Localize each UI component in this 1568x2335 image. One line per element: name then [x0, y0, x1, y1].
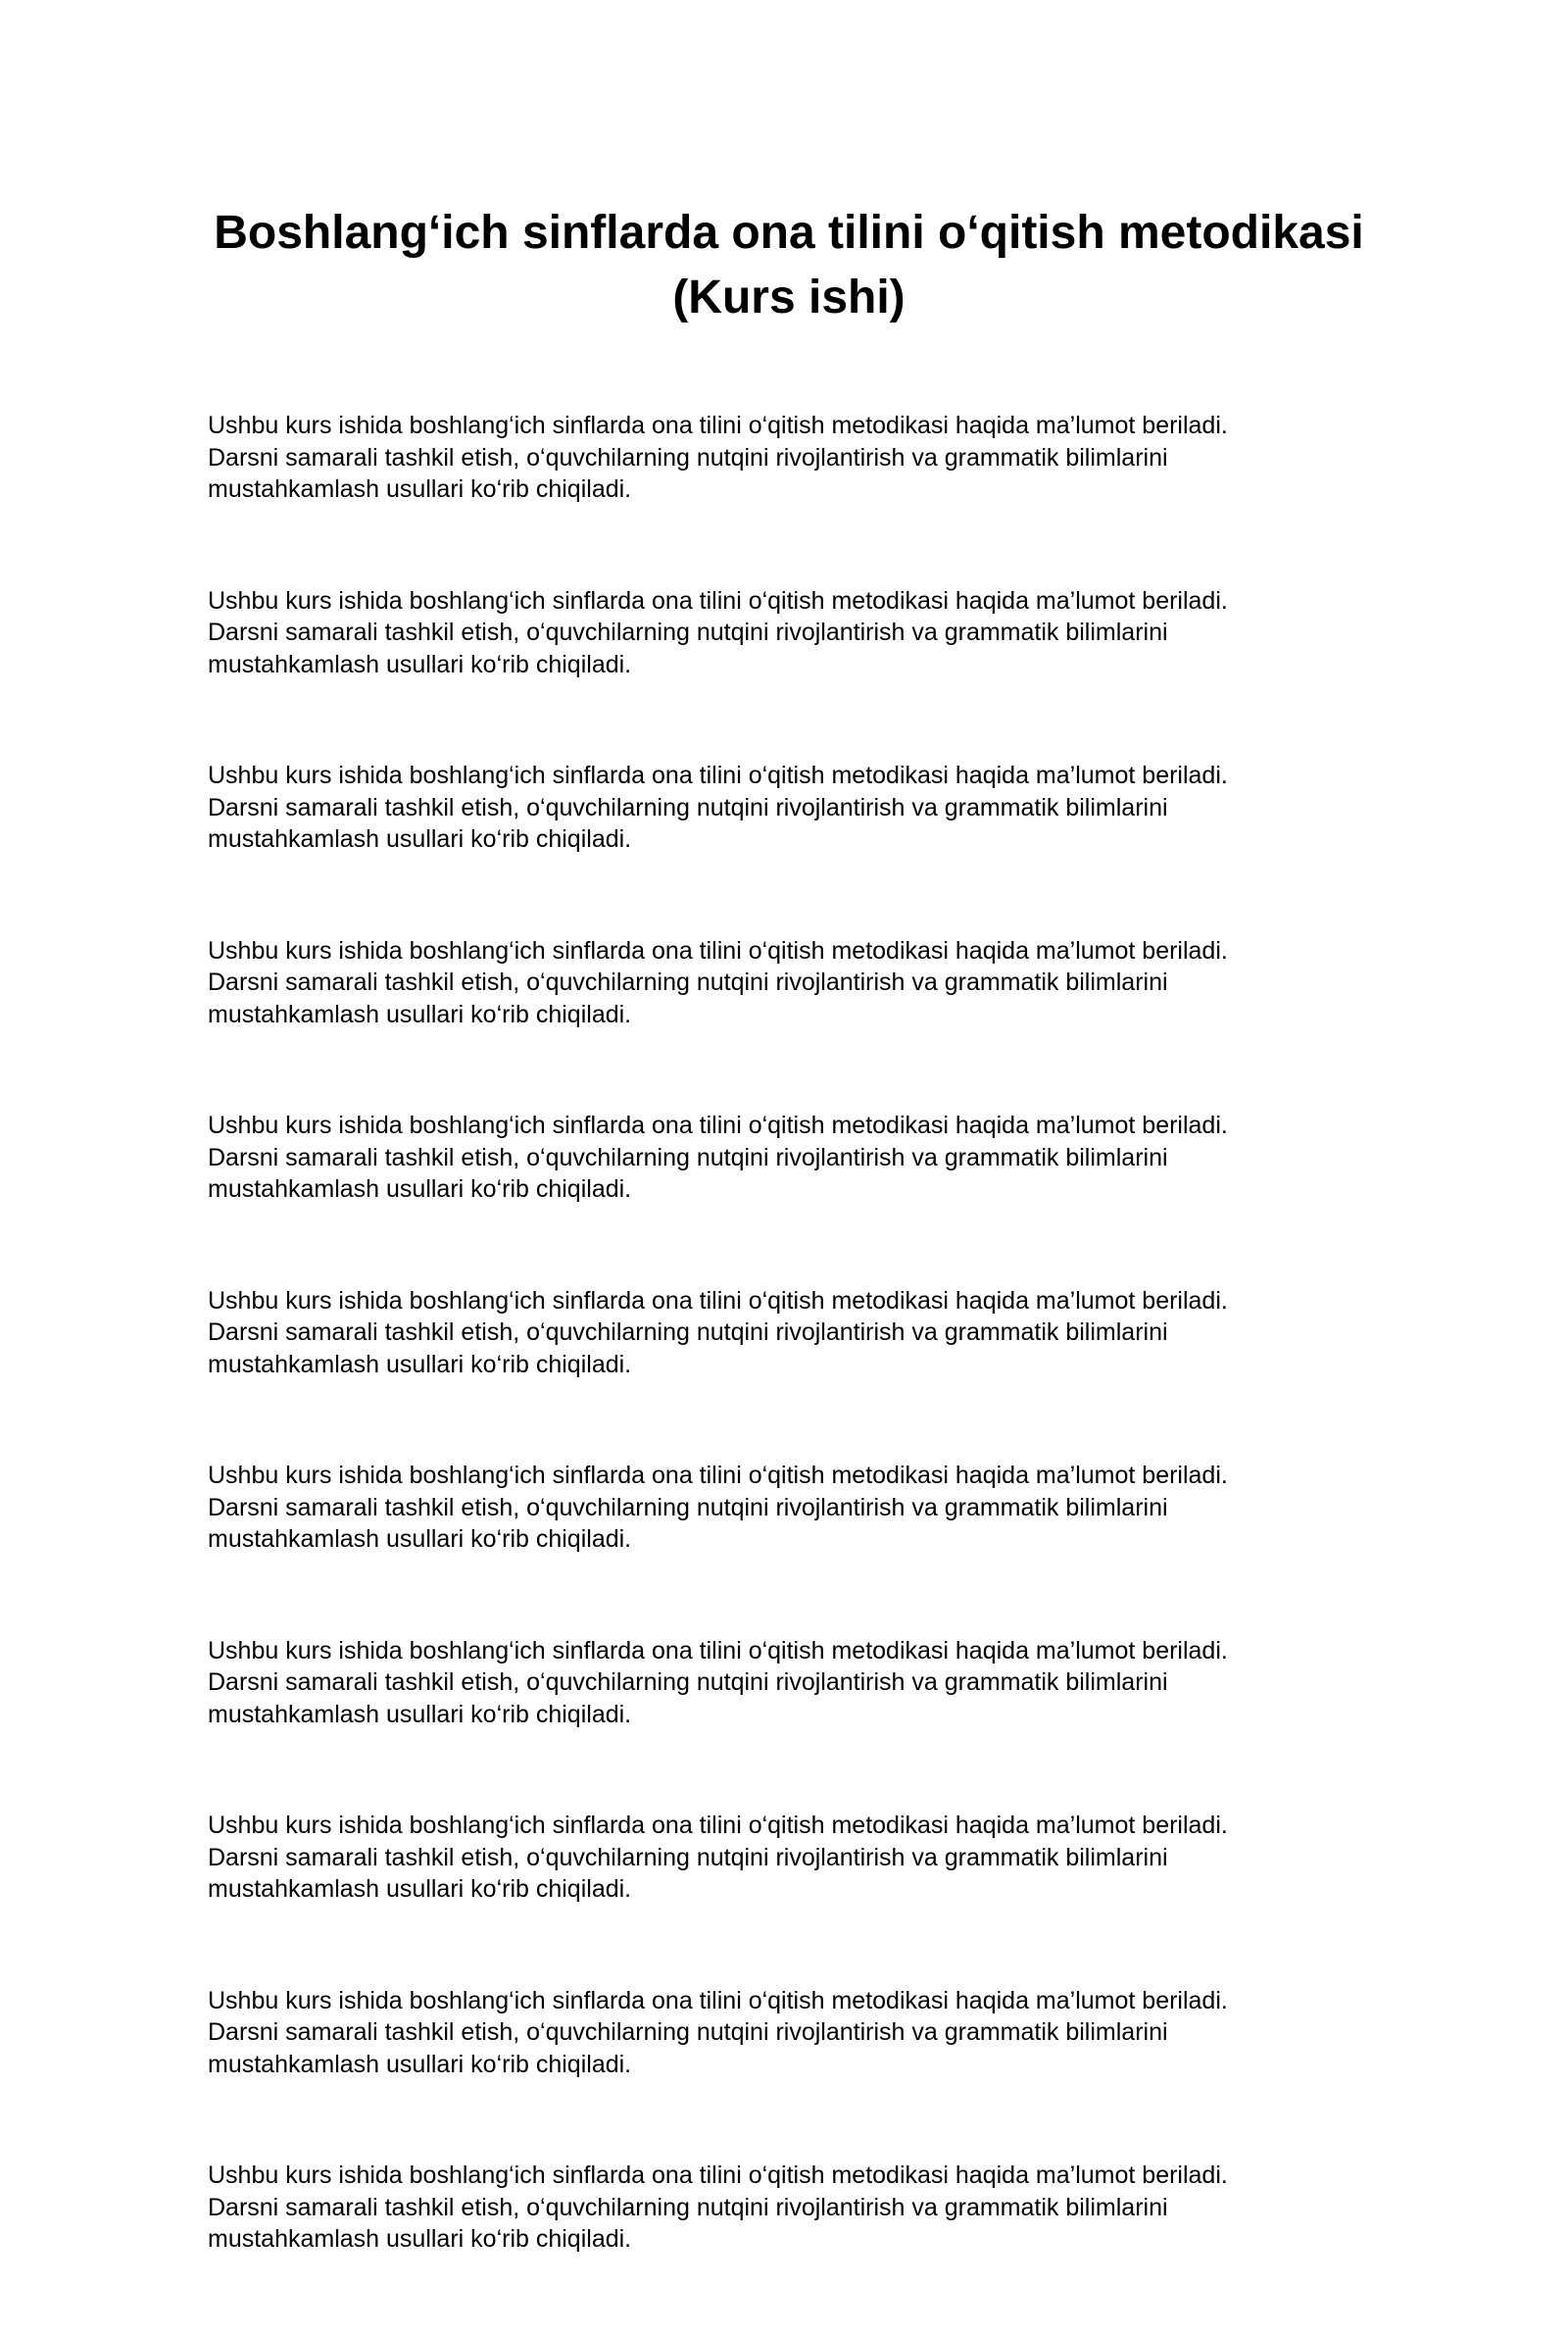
- paragraph-line: Darsni samarali tashkil etish, o‘quvchilarning nutqini rivojlantirish va grammatik bilimlarini: [208, 443, 1168, 472]
- paragraph-3: [208, 760, 1384, 856]
- paragraph-line: mustahkamlash usullari ko‘rib chiqiladi.: [208, 1875, 632, 1903]
- paragraph-line: mustahkamlash usullari ko‘rib chiqiladi.: [208, 1000, 632, 1028]
- paragraph-line: mustahkamlash usullari ko‘rib chiqiladi.: [208, 825, 632, 853]
- paragraph-4: [208, 935, 1384, 1031]
- paragraph-line: Ushbu kurs ishida boshlang‘ich sinflarda ona tilini o‘qitish metodikasi haqida ma’lumot beriladi.: [208, 1986, 1228, 2014]
- paragraph-line: mustahkamlash usullari ko‘rib chiqiladi.: [208, 475, 632, 503]
- paragraph-line: mustahkamlash usullari ko‘rib chiqiladi.: [208, 2050, 632, 2078]
- paragraph-line: Ushbu kurs ishida boshlang‘ich sinflarda ona tilini o‘qitish metodikasi haqida ma’lumot beriladi.: [208, 586, 1228, 615]
- paragraph-line: mustahkamlash usullari ko‘rib chiqiladi.: [208, 1700, 632, 1728]
- paragraph-11: [208, 2160, 1384, 2256]
- paragraph-line: Darsni samarali tashkil etish, o‘quvchilarning nutqini rivojlantirish va grammatik bilimlarini: [208, 969, 1168, 996]
- paragraph-line: Darsni samarali tashkil etish, o‘quvchilarning nutqini rivojlantirish va grammatik bilimlarini: [208, 1668, 1168, 1696]
- paragraph-line: Ushbu kurs ishida boshlang‘ich sinflarda ona tilini o‘qitish metodikasi haqida ma’lumot beriladi.: [208, 412, 1228, 439]
- document-title: [196, 201, 1382, 330]
- paragraph-line: mustahkamlash usullari ko‘rib chiqiladi.: [208, 1175, 632, 1203]
- paragraph-line: Darsni samarali tashkil etish, o‘quvchilarning nutqini rivojlantirish va grammatik bilimlarini: [208, 1843, 1168, 1871]
- paragraph-line: Darsni samarali tashkil etish, o‘quvchilarning nutqini rivojlantirish va grammatik bilimlarini: [208, 619, 1168, 646]
- paragraph-line: Ushbu kurs ishida boshlang‘ich sinflarda ona tilini o‘qitish metodikasi haqida ma’lumot beriladi.: [208, 1286, 1228, 1315]
- paragraph-line: Darsni samarali tashkil etish, o‘quvchilarning nutqini rivojlantirish va grammatik bilimlarini: [208, 2193, 1168, 2221]
- paragraph-5: [208, 1110, 1384, 1206]
- paragraph-line: Darsni samarali tashkil etish, o‘quvchilarning nutqini rivojlantirish va grammatik bilimlarini: [208, 1493, 1168, 1521]
- paragraph-line: mustahkamlash usullari ko‘rib chiqiladi.: [208, 650, 632, 678]
- paragraph-line: Ushbu kurs ishida boshlang‘ich sinflarda ona tilini o‘qitish metodikasi haqida ma’lumot beriladi.: [208, 936, 1228, 965]
- title-line-subtitle: (Kurs ishi): [672, 272, 906, 323]
- paragraph-line: Ushbu kurs ishida boshlang‘ich sinflarda ona tilini o‘qitish metodikasi haqida ma’lumot beriladi.: [208, 762, 1228, 789]
- paragraph-line: Darsni samarali tashkil etish, o‘quvchilarning nutqini rivojlantirish va grammatik bilimlarini: [208, 2018, 1168, 2046]
- paragraph-line: Ushbu kurs ishida boshlang‘ich sinflarda ona tilini o‘qitish metodikasi haqida ma’lumot beriladi.: [208, 2161, 1228, 2189]
- paragraph-10: [208, 1985, 1384, 2081]
- paragraph-line: Ushbu kurs ishida boshlang‘ich sinflarda ona tilini o‘qitish metodikasi haqida ma’lumot beriladi.: [208, 1112, 1228, 1139]
- paragraph-line: Ushbu kurs ishida boshlang‘ich sinflarda ona tilini o‘qitish metodikasi haqida ma’lumot beriladi.: [208, 1812, 1228, 1839]
- paragraph-6: [208, 1285, 1384, 1381]
- paragraph-line: Darsni samarali tashkil etish, o‘quvchilarning nutqini rivojlantirish va grammatik bilimlarini: [208, 1318, 1168, 1346]
- title-line-main: Boshlang‘ich sinflarda ona tilini o‘qitish metodikasi: [214, 207, 1364, 259]
- document-body: [208, 410, 1384, 2335]
- paragraph-line: Darsni samarali tashkil etish, o‘quvchilarning nutqini rivojlantirish va grammatik bilimlarini: [208, 793, 1168, 821]
- paragraph-7: [208, 1460, 1384, 1556]
- paragraph-line: mustahkamlash usullari ko‘rib chiqiladi.: [208, 2225, 632, 2253]
- paragraph-line: mustahkamlash usullari ko‘rib chiqiladi.: [208, 1525, 632, 1553]
- paragraph-9: [208, 1810, 1384, 1906]
- paragraph-1: [208, 410, 1384, 506]
- paragraph-2: [208, 585, 1384, 681]
- paragraph-line: Ushbu kurs ishida boshlang‘ich sinflarda ona tilini o‘qitish metodikasi haqida ma’lumot beriladi.: [208, 1462, 1228, 1489]
- paragraph-line: Ushbu kurs ishida boshlang‘ich sinflarda ona tilini o‘qitish metodikasi haqida ma’lumot beriladi.: [208, 1636, 1228, 1664]
- paragraph-8: [208, 1635, 1384, 1731]
- paragraph-line: Darsni samarali tashkil etish, o‘quvchilarning nutqini rivojlantirish va grammatik bilimlarini: [208, 1143, 1168, 1171]
- paragraph-line: mustahkamlash usullari ko‘rib chiqiladi.: [208, 1350, 632, 1378]
